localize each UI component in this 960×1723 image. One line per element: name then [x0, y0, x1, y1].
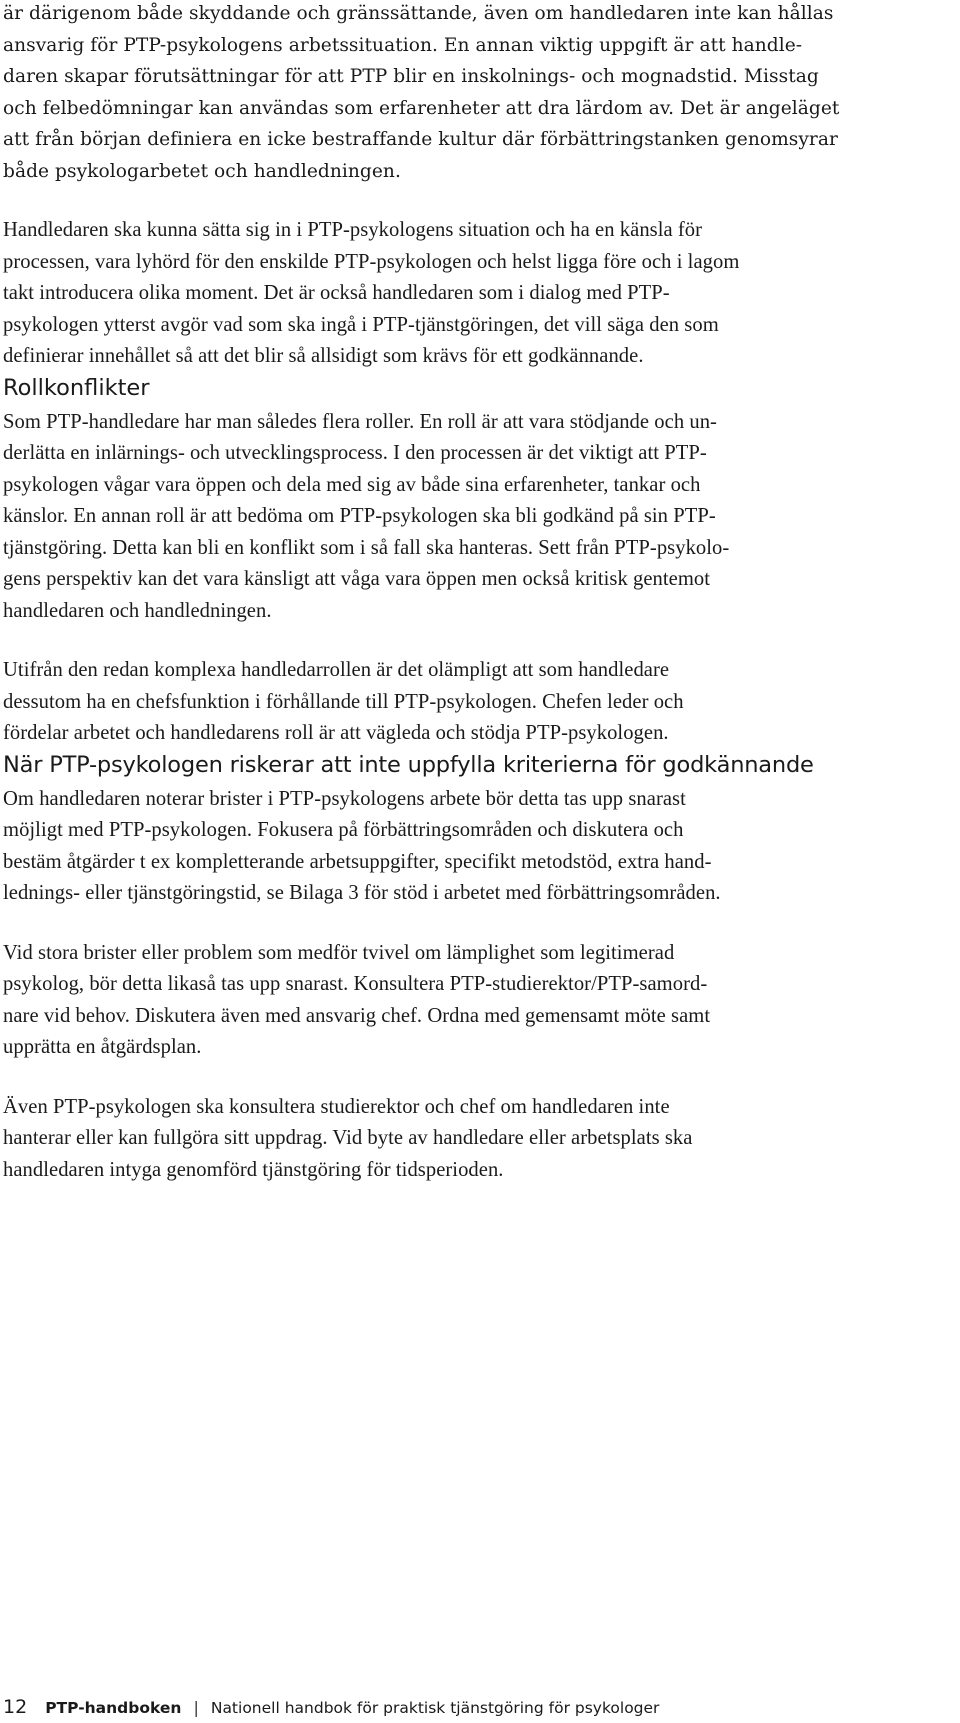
text-line: är därigenom både skyddande och gränssättande, även om handledaren inte kan hållas: [3, 3, 834, 24]
paragraph-handledning-intro: [3, 0, 949, 187]
paragraph-handledaren-situation: [3, 215, 949, 373]
text-line: känslor. En annan roll är att bedöma om PTP-psykologen ska bli godkänd på sin PTP-: [3, 505, 716, 527]
text-line: takt introducera olika moment. Det är också handledaren som i dialog med PTP-: [3, 282, 670, 304]
text-line: derlätta en inlärnings- och utvecklingsprocess. I den processen är det viktigt att PTP-: [3, 442, 707, 464]
text-line: daren skapar förutsättningar för att PTP blir en inskolnings- och mognadstid. Misstag: [3, 66, 819, 87]
text-line: tjänstgöring. Detta kan bli en konflikt som i så fall ska hanteras. Sett från PTP-psykolo-: [3, 536, 730, 559]
text-line: Även PTP-psykologen ska konsultera studierektor och chef om handledaren inte: [3, 1095, 670, 1118]
footer-brand: PTP-handboken: [45, 1699, 182, 1717]
text-line: psykologen ytterst avgör vad som ska ingå i PTP-tjänstgöringen, det vill säga den som: [3, 313, 719, 336]
text-line: möjligt med PTP-psykologen. Fokusera på förbättringsområden och diskutera och: [3, 819, 684, 841]
text-line: psykolog, bör detta likaså tas upp snarast. Konsultera PTP-studierektor/PTP-samord-: [3, 973, 708, 995]
text-line: Utifrån den redan komplexa handledarrollen är det olämpligt att som handledare: [3, 659, 670, 681]
paragraph-konsultera: [3, 1092, 949, 1187]
page-footer: [3, 1696, 659, 1722]
text-line: Vid stora brister eller problem som medför tvivel om lämplighet som legitimerad: [3, 941, 675, 964]
section-heading-rollkonflikter: Rollkonflikter: [3, 374, 150, 401]
text-line: dessutom ha en chefsfunktion i förhållande till PTP-psykologen. Chefen leder och: [3, 690, 684, 713]
text-line: psykologen vågar vara öppen och dela med sig av både sina erfarenheter, tankar och: [3, 473, 701, 496]
text-line: att från början definiera en icke bestraffande kultur där förbättringstanken genomsyrar: [3, 129, 838, 150]
text-line: Om handledaren noterar brister i PTP-psykologens arbete bör detta tas upp snarast: [3, 787, 686, 810]
text-line: handledaren och handledningen.: [3, 599, 272, 622]
footer-subtitle: Nationell handbok för praktisk tjänstgöring för psykologer: [210, 1699, 660, 1717]
text-line: upprätta en åtgärdsplan.: [3, 1036, 202, 1058]
text-line: definierar innehållet så att det blir så allsidigt som krävs för ett godkännande.: [3, 345, 644, 367]
paragraph-brister: [3, 784, 949, 910]
paragraph-roller: [3, 407, 949, 628]
text-line: lednings- eller tjänstgöringstid, se Bilaga 3 för stöd i arbetet med förbättringsområden.: [3, 882, 721, 904]
text-line: processen, vara lyhörd för den enskilde PTP-psykologen och helst ligga före och i lagom: [3, 250, 740, 273]
text-line: hanterar eller kan fullgöra sitt uppdrag. Vid byte av handledare eller arbetsplats ska: [3, 1127, 693, 1149]
text-line: och felbedömningar kan användas som erfarenheter att dra lärdom av. Det är angeläget: [3, 97, 840, 119]
text-line: fördelar arbetet och handledarens roll är att vägleda och stödja PTP-psykologen.: [3, 722, 669, 744]
text-line: Som PTP-handledare har man således flera roller. En roll är att vara stödjande och un-: [3, 410, 717, 433]
text-line: nare vid behov. Diskutera även med ansvarig chef. Ordna med gemensamt möte samt: [3, 1004, 711, 1027]
paragraph-stora-brister: [3, 938, 949, 1064]
text-line: både psykologarbetet och handledningen.: [3, 160, 401, 182]
page-number: 12: [3, 1696, 28, 1718]
paragraph-chefsfunktion: [3, 655, 949, 750]
page-body: [3, 0, 949, 1186]
text-line: Handledaren ska kunna sätta sig in i PTP-psykologens situation och ha en känsla för: [3, 219, 703, 241]
footer-separator: |: [193, 1698, 199, 1717]
text-line: ansvarig för PTP-psykologens arbetssituation. En annan viktig uppgift är att handle-: [3, 34, 803, 56]
text-line: bestäm åtgärder t ex kompletterande arbetsuppgifter, specifikt metodstöd, extra hand-: [3, 850, 712, 873]
text-line: handledaren intyga genomförd tjänstgöring för tidsperioden.: [3, 1158, 504, 1181]
section-heading-nar-ptp-psykologen-riskerar: När PTP-psykologen riskerar att inte uppfylla kriterierna för godkännande: [3, 751, 814, 778]
text-line: gens perspektiv kan det vara känsligt att våga vara öppen men också kritisk gentemot: [3, 568, 711, 590]
